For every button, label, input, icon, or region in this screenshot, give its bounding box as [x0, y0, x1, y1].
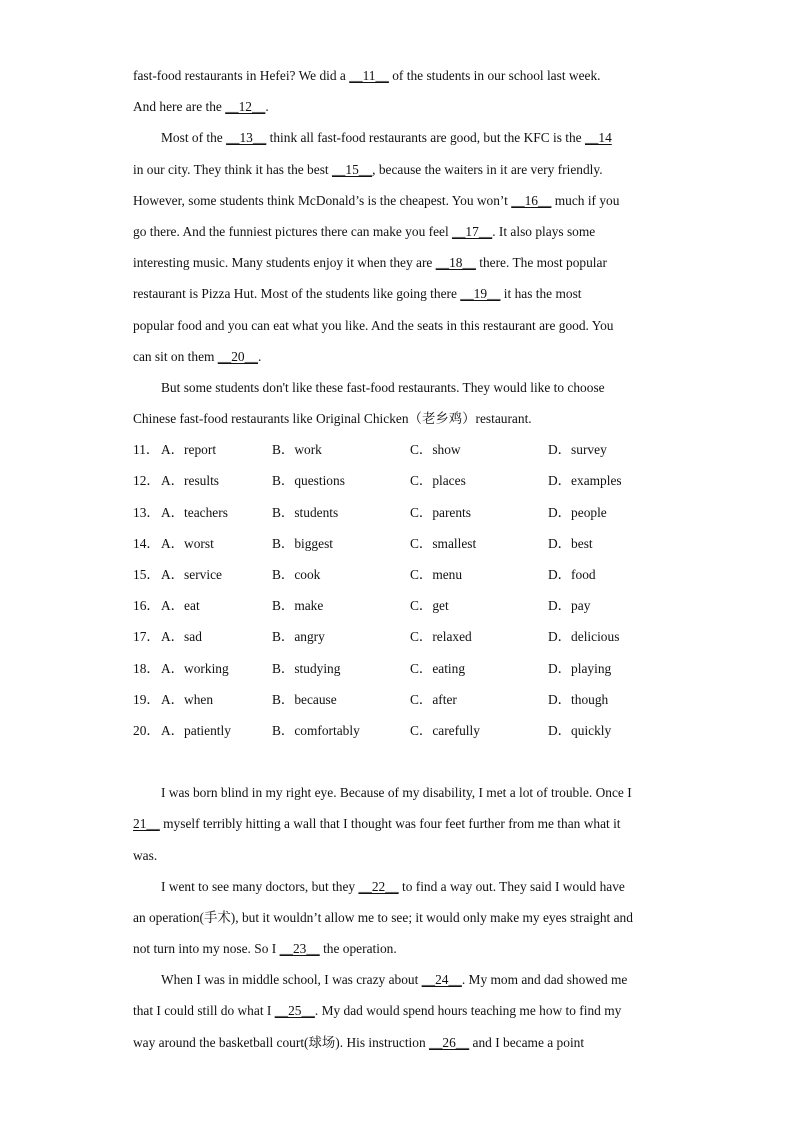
question-row	[133, 559, 661, 590]
p1-line-6: go there. And the funniest pictures there can make you feel __17__. It also plays some	[133, 223, 596, 239]
p2-line-9: way around the basketball court(球场). His instruction __26__ and I became a point	[133, 1034, 585, 1050]
option-c[interactable]: C．carefully	[410, 722, 480, 738]
p1-line-11: But some students don't like these fast-food restaurants. They would like to choose	[161, 379, 605, 395]
p1-line-9: popular food and you can eat what you like. And the seats in this restaurant are good. You	[133, 317, 614, 333]
p2-line-5: an operation(手术), but it wouldn’t allow me to see; it would only make my eyes straight and	[133, 909, 633, 925]
p2-line-4: I went to see many doctors, but they __22__ to find a way out. They said I would have	[161, 878, 625, 894]
blank-15: __15__	[331, 161, 373, 177]
option-d[interactable]: D．people	[548, 504, 607, 520]
exam-page	[133, 60, 661, 1058]
option-c[interactable]: C．eating	[410, 660, 466, 676]
option-d[interactable]: D．delicious	[548, 629, 620, 645]
p2-line-3: was.	[133, 847, 158, 863]
question-number: 14．	[133, 535, 160, 551]
question-number: 20．	[133, 722, 160, 738]
option-d[interactable]: D．pay	[548, 598, 591, 614]
p2-line-6: not turn into my nose. So I __23__ the operation.	[133, 941, 397, 957]
option-b[interactable]: B．biggest	[272, 535, 334, 551]
blank-13: __13__	[226, 130, 267, 146]
blank-25: __25__	[274, 1003, 315, 1019]
blank-21: 21__	[133, 816, 160, 832]
question-list	[133, 434, 661, 746]
question-row	[133, 497, 661, 528]
question-number: 16．	[133, 598, 160, 614]
question-number: 11．	[133, 442, 160, 458]
question-row	[133, 434, 661, 465]
question-number: 15．	[133, 567, 160, 582]
p1-line-10: can sit on them __20__.	[133, 348, 262, 364]
blank-19: __19__	[460, 286, 501, 302]
p1-line-4: in our city. They think it has the best __15__, because the waiters in it are very friendly.	[133, 161, 603, 177]
option-a[interactable]: A．results	[161, 473, 220, 489]
question-number: 18．	[133, 660, 160, 676]
option-a[interactable]: A．worst	[161, 535, 214, 551]
question-number: 17．	[133, 629, 160, 645]
p2-line-7: When I was in middle school, I was crazy about __24__. My mom and dad showed me	[161, 972, 628, 988]
passage-2	[133, 777, 661, 1058]
option-a[interactable]: A．service	[161, 567, 222, 582]
option-c[interactable]: C．menu	[410, 567, 463, 582]
blank-23: __23__	[279, 941, 320, 957]
option-d[interactable]: D．food	[548, 567, 596, 582]
section-gap	[133, 746, 661, 777]
blank-20: __20__	[217, 348, 258, 364]
option-b[interactable]: B．make	[272, 598, 324, 614]
blank-24: __24__	[421, 972, 462, 988]
p1-line-8: restaurant is Pizza Hut. Most of the students like going there __19__ it has the most	[133, 286, 582, 302]
option-c[interactable]: C．get	[410, 598, 449, 614]
option-c[interactable]: C．show	[410, 442, 461, 458]
option-b[interactable]: B．cook	[272, 567, 321, 582]
option-d[interactable]: D．quickly	[548, 722, 612, 738]
blank-12: __12__	[225, 99, 266, 115]
option-d[interactable]: D．playing	[548, 660, 612, 676]
blank-18: __18__	[435, 255, 476, 271]
option-d[interactable]: D．though	[548, 691, 609, 707]
option-d[interactable]: D．best	[548, 535, 593, 551]
question-number: 12．	[133, 473, 160, 489]
option-b[interactable]: B．questions	[272, 473, 345, 489]
option-b[interactable]: B．angry	[272, 629, 325, 645]
blank-11: __11__	[349, 68, 389, 83]
p1-line-1: fast-food restaurants in Hefei? We did a __11__ of the students in our school last week.	[133, 68, 601, 83]
option-b[interactable]: B．studying	[272, 660, 341, 676]
blank-14: __14	[584, 130, 612, 146]
blank-22: __22__	[358, 878, 399, 894]
option-c[interactable]: C．smallest	[410, 535, 477, 551]
option-c[interactable]: C．after	[410, 691, 457, 707]
option-c[interactable]: C．places	[410, 473, 466, 489]
option-b[interactable]: B．students	[272, 504, 339, 520]
blank-16: __16__	[511, 192, 552, 208]
option-b[interactable]: B．comfortably	[272, 722, 360, 738]
option-b[interactable]: B．work	[272, 442, 322, 458]
option-b[interactable]: B．because	[272, 691, 337, 707]
p1-line-7: interesting music. Many students enjoy it when they are __18__ there. The most popular	[133, 255, 607, 271]
question-number: 13．	[133, 504, 160, 520]
p2-line-1: I was born blind in my right eye. Because of my disability, I met a lot of trouble. Once I	[161, 785, 632, 801]
option-a[interactable]: A．working	[161, 660, 229, 676]
passage-1	[133, 60, 661, 434]
option-d[interactable]: D．survey	[548, 442, 607, 458]
p1-line-5: However, some students think McDonald’s is the cheapest. You won’t __16__ much if you	[133, 192, 620, 208]
question-row	[133, 684, 661, 715]
option-a[interactable]: A．patiently	[161, 722, 231, 738]
blank-26: __26__	[429, 1034, 470, 1050]
question-row	[133, 590, 661, 621]
question-row	[133, 653, 661, 684]
option-a[interactable]: A．sad	[161, 629, 202, 645]
p2-line-2: 21__ myself terribly hitting a wall that I thought was four feet further from me than what it	[133, 816, 621, 832]
option-a[interactable]: A．when	[161, 691, 214, 707]
option-a[interactable]: A．teachers	[161, 504, 228, 520]
blank-17: __17__	[452, 223, 493, 239]
option-a[interactable]: A．report	[161, 442, 217, 458]
option-c[interactable]: C．relaxed	[410, 629, 472, 645]
p2-line-8: that I could still do what I __25__. My dad would spend hours teaching me how to find my	[133, 1003, 622, 1019]
option-c[interactable]: C．parents	[410, 504, 471, 520]
p1-line-12: Chinese fast-food restaurants like Original Chicken（老乡鸡）restaurant.	[133, 411, 532, 427]
question-number: 19．	[133, 691, 160, 707]
option-a[interactable]: A．eat	[161, 598, 200, 614]
question-row	[133, 465, 661, 496]
question-row	[133, 715, 661, 746]
question-row	[133, 621, 661, 652]
question-row	[133, 528, 661, 559]
p1-line-2: And here are the __12__.	[133, 99, 269, 115]
p1-line-3: Most of the __13__ think all fast-food restaurants are good, but the KFC is the __14	[161, 130, 612, 146]
option-d[interactable]: D．examples	[548, 473, 622, 489]
